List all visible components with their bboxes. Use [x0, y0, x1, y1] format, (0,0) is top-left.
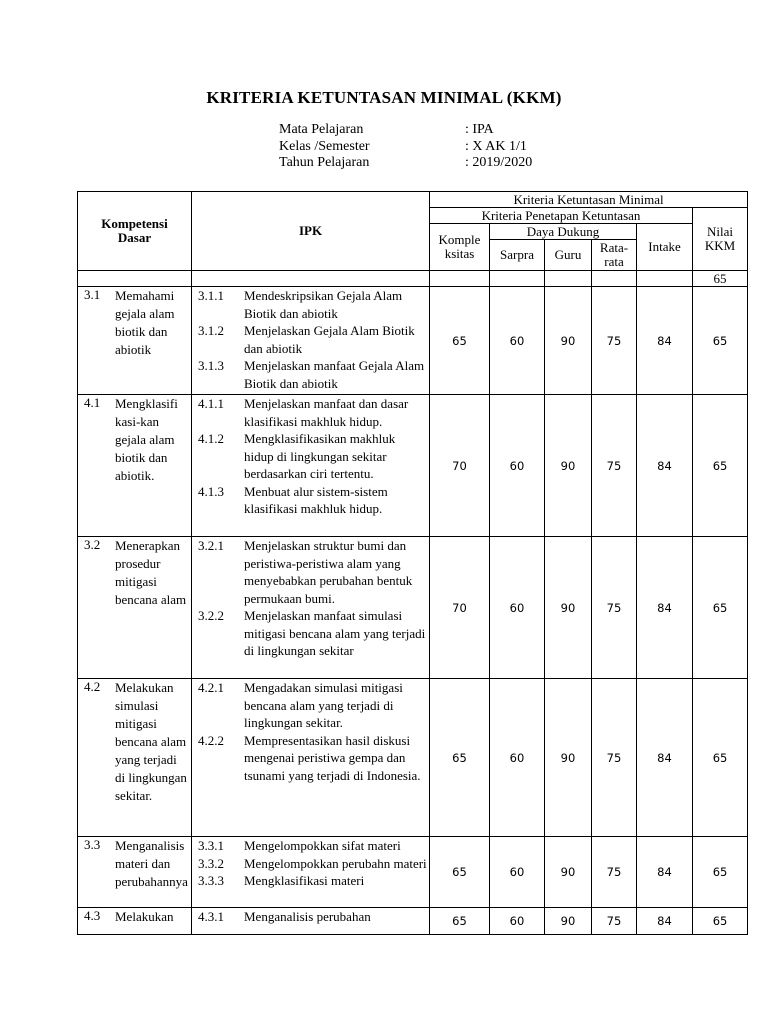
ratarata-value: 75 [592, 395, 637, 537]
empty-cell [637, 271, 693, 287]
ipk-item [198, 357, 427, 392]
guru-value: 90 [545, 908, 592, 935]
meta-value: : X AK 1/1 [465, 139, 527, 154]
guru-value: 90 [545, 837, 592, 908]
nilai-kkm-value: 65 [693, 837, 748, 908]
ratarata-value: 75 [592, 908, 637, 935]
ipk-item [198, 537, 427, 607]
ipk-number: 3.2.2 [198, 608, 224, 623]
sarpra-value: 60 [490, 395, 545, 537]
ipk-number: 4.2.2 [198, 732, 224, 748]
kd-cell [78, 287, 192, 395]
ipk-text: Menjelaskan manfaat Gejala Alam Biotik dan abiotik [244, 358, 425, 391]
nilai-kkm-value: 65 [693, 908, 748, 935]
ipk-item [198, 679, 427, 732]
ipk-text: Menjelaskan struktur bumi dan peristiwa-peristiwa alam yang menyebabkan perubahan bentuk permukaan bumi. [244, 538, 413, 606]
intake-value: 84 [637, 679, 693, 837]
ipk-item [198, 287, 427, 322]
ipk-number: 3.3.3 [198, 873, 224, 888]
ipk-text: Menjelaskan manfaat dan dasar klasifikasi makhluk hidup. [244, 396, 409, 429]
ratarata-value: 75 [592, 287, 637, 395]
ipk-number: 4.3.1 [198, 909, 224, 924]
kd-number: 3.1 [84, 287, 101, 302]
intake-value: 84 [637, 908, 693, 935]
kd-text: Mengklasifi kasi-kan gejala alam biotik dan abiotik. [115, 396, 178, 483]
header-penetapan: Kriteria Penetapan Ketuntasan [430, 208, 693, 224]
kompleksitas-value: 70 [430, 395, 490, 537]
kd-number: 4.2 [84, 679, 101, 694]
meta-value: : 2019/2020 [465, 155, 533, 170]
empty-cell [545, 271, 592, 287]
ipk-item [198, 732, 427, 785]
ipk-item [198, 855, 427, 873]
table-row [78, 287, 748, 395]
ipk-number: 3.1.3 [198, 358, 224, 373]
ipk-cell [192, 537, 430, 679]
ipk-number: 4.2.1 [198, 680, 224, 695]
intake-value: 84 [637, 395, 693, 537]
sarpra-value: 60 [490, 837, 545, 908]
header-nilai-kkm: Nilai KKM [693, 208, 748, 271]
empty-cell [192, 271, 430, 287]
meta-label: Mata Pelajaran [279, 122, 364, 137]
kkm-table [77, 191, 748, 935]
header-kkm-group: Kriteria Ketuntasan Minimal [430, 192, 748, 208]
table-row [78, 395, 748, 537]
intake-value: 84 [637, 537, 693, 679]
ipk-number: 3.1.1 [198, 288, 224, 303]
kd-number: 4.1 [84, 395, 101, 410]
kd-cell [78, 908, 192, 935]
kd-number: 3.2 [84, 537, 101, 552]
kd-number: 3.3 [84, 837, 101, 852]
nilai-kkm-value: 65 [693, 537, 748, 679]
kompleksitas-value: 65 [430, 837, 490, 908]
ratarata-value: 75 [592, 679, 637, 837]
kompleksitas-value: 70 [430, 537, 490, 679]
ipk-cell [192, 837, 430, 908]
sarpra-value: 60 [490, 679, 545, 837]
ipk-number: 3.2.1 [198, 538, 224, 553]
ipk-number: 3.1.2 [198, 323, 224, 338]
kd-text: Memahami gejala alam biotik dan abiotik [115, 288, 175, 357]
header-kompetensi-dasar: Kompetensi Dasar [78, 192, 192, 271]
header-guru: Guru [545, 240, 592, 271]
kd-text: Menganalisis materi dan perubahannya [115, 838, 188, 889]
header-ratarata: Rata-rata [592, 240, 637, 271]
ipk-number: 4.1.3 [198, 483, 224, 499]
nilai-kkm-value: 65 [693, 395, 748, 537]
kd-cell [78, 837, 192, 908]
ipk-number: 3.3.2 [198, 855, 224, 871]
ipk-number: 4.1.1 [198, 396, 224, 411]
kd-cell [78, 395, 192, 537]
ipk-number: 4.1.2 [198, 431, 224, 446]
ipk-cell [192, 395, 430, 537]
kd-cell [78, 679, 192, 837]
nilai-kkm-value: 65 [693, 287, 748, 395]
ipk-cell [192, 908, 430, 935]
ipk-text: Mendeskripsikan Gejala Alam Biotik dan abiotik [244, 288, 403, 321]
meta-value: : IPA [465, 122, 494, 137]
ipk-cell [192, 287, 430, 395]
header-ipk: IPK [192, 192, 430, 271]
empty-cell [592, 271, 637, 287]
ipk-item [198, 908, 427, 926]
empty-cell [78, 271, 192, 287]
empty-cell [490, 271, 545, 287]
header-kkm-value: 65 [693, 271, 748, 287]
document-title: KRITERIA KETUNTASAN MINIMAL (KKM) [206, 88, 562, 107]
ipk-text: Menganalisis perubahan [244, 909, 371, 924]
ipk-text: Mengklasifikasi materi [244, 873, 365, 888]
nilai-kkm-value: 65 [693, 679, 748, 837]
guru-value: 90 [545, 679, 592, 837]
ipk-text: Mengelompokkan sifat materi [244, 838, 401, 853]
ipk-text: Menbuat alur sistem-sistem klasifikasi makhluk hidup. [244, 483, 388, 516]
kd-text: Melakukan simulasi mitigasi bencana alam yang terjadi di lingkungan sekitar. [115, 680, 187, 803]
table-row [78, 537, 748, 679]
ipk-cell [192, 679, 430, 837]
ipk-text: Mengelompokkan perubahn materi [244, 855, 427, 871]
kompleksitas-value: 65 [430, 908, 490, 935]
kompleksitas-value: 65 [430, 679, 490, 837]
table-row [78, 679, 748, 837]
ipk-item [198, 395, 427, 430]
guru-value: 90 [545, 395, 592, 537]
empty-cell [430, 271, 490, 287]
kd-text: Menerapkan prosedur mitigasi bencana alam [115, 538, 187, 607]
ratarata-value: 75 [592, 537, 637, 679]
ipk-item [198, 322, 427, 357]
ipk-item [198, 430, 427, 483]
meta-label: Tahun Pelajaran [279, 155, 370, 170]
kd-number: 4.3 [84, 908, 101, 923]
ipk-text: Mempresentasikan hasil diskusi mengenai peristiwa gempa dan tsunami yang terjadi di Indonesia. [244, 732, 421, 783]
intake-value: 84 [637, 837, 693, 908]
ratarata-value: 75 [592, 837, 637, 908]
sarpra-value: 60 [490, 287, 545, 395]
table-row [78, 837, 748, 908]
kd-text: Melakukan [115, 909, 174, 924]
ipk-item [198, 607, 427, 660]
guru-value: 90 [545, 287, 592, 395]
ipk-text: Mengklasifikasikan makhluk hidup di lingkungan sekitar berdasarkan ciri tertentu. [244, 431, 396, 481]
header-intake: Intake [637, 224, 693, 271]
kompleksitas-value: 65 [430, 287, 490, 395]
header-daya-dukung: Daya Dukung [490, 224, 637, 240]
ipk-text: Menjelaskan manfaat simulasi mitigasi bencana alam yang terjadi di lingkungan sekitar [244, 608, 426, 658]
ipk-text: Menjelaskan Gejala Alam Biotik dan abiotik [244, 323, 415, 356]
ipk-text: Mengadakan simulasi mitigasi bencana alam yang terjadi di lingkungan sekitar. [244, 680, 403, 730]
ipk-item [198, 872, 427, 890]
sarpra-value: 60 [490, 908, 545, 935]
ipk-item [198, 837, 427, 855]
sarpra-value: 60 [490, 537, 545, 679]
header-kompleksitas: Komple ksitas [430, 224, 490, 271]
intake-value: 84 [637, 287, 693, 395]
header-sarpra: Sarpra [490, 240, 545, 271]
meta-label: Kelas /Semester [279, 139, 370, 154]
guru-value: 90 [545, 537, 592, 679]
ipk-item [198, 483, 427, 518]
ipk-number: 3.3.1 [198, 838, 224, 853]
kd-cell [78, 537, 192, 679]
table-row [78, 908, 748, 935]
